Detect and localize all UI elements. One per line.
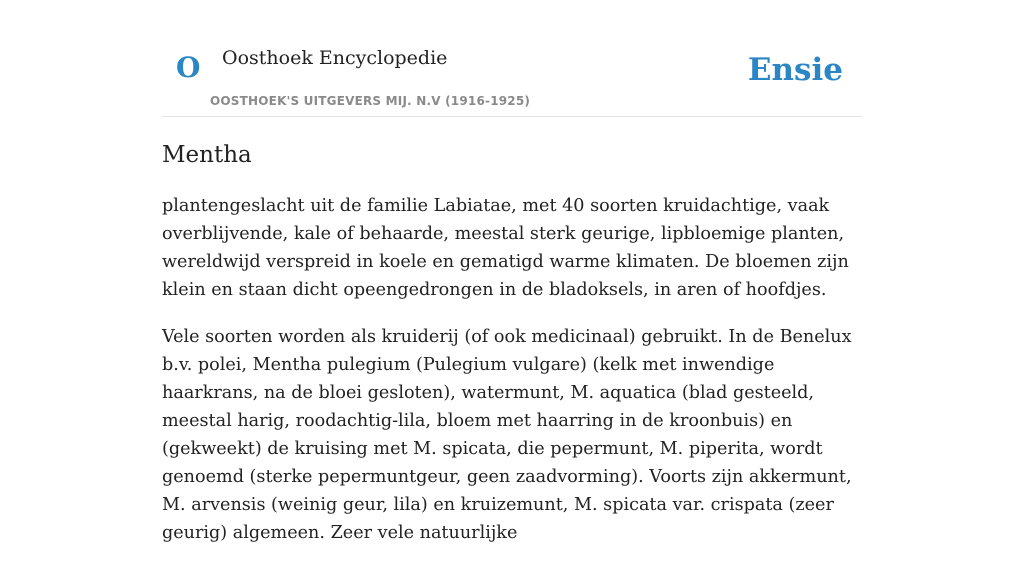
publisher-label: OOSTHOEK'S UITGEVERS MIJ. N.V (1916-1925) bbox=[210, 94, 531, 108]
entry-paragraph: Vele soorten worden als kruiderij (of ook medicinaal) gebruikt. In de Benelux b.v. polei, Mentha pulegium (Pulegium vulgare) (kelk met inwendige haarkrans, na de bloei gesloten), watermunt, M. aquatica (blad gesteeld, meestal harig, roodachtig-lila, bloem met haarring in de kroonbuis) en (gekweekt) de kruising met M. spicata, die pepermunt, M. piperita, wordt genoemd (sterke pepermuntgeur, geen zaadvorming). Voorts zijn akkermunt, M. arvensis (weinig geur, lila) en kruizemunt, M. spicata var. crispata (zeer geurig) algemeen. Zeer vele natuurlijke bbox=[162, 327, 852, 543]
entry-paragraph: plantengeslacht uit de familie Labiatae, met 40 soorten kruidachtige, vaak overblijvende, kale of behaarde, meestal sterk geurige, lipbloemige planten, wereldwijd verspreid in koele en gematigd warme klimaten. De bloemen zijn klein en staan dicht opeengedrongen in de bladoksels, in aren of hoofdjes. bbox=[162, 196, 849, 300]
ensie-brand-logo[interactable]: Ensie bbox=[747, 52, 843, 88]
entry-title: Mentha bbox=[162, 142, 252, 168]
encyclopedia-logo[interactable]: O bbox=[176, 51, 201, 84]
entry-body bbox=[162, 192, 864, 566]
site-header bbox=[162, 0, 862, 117]
encyclopedia-title[interactable]: Oosthoek Encyclopedie bbox=[222, 47, 448, 69]
